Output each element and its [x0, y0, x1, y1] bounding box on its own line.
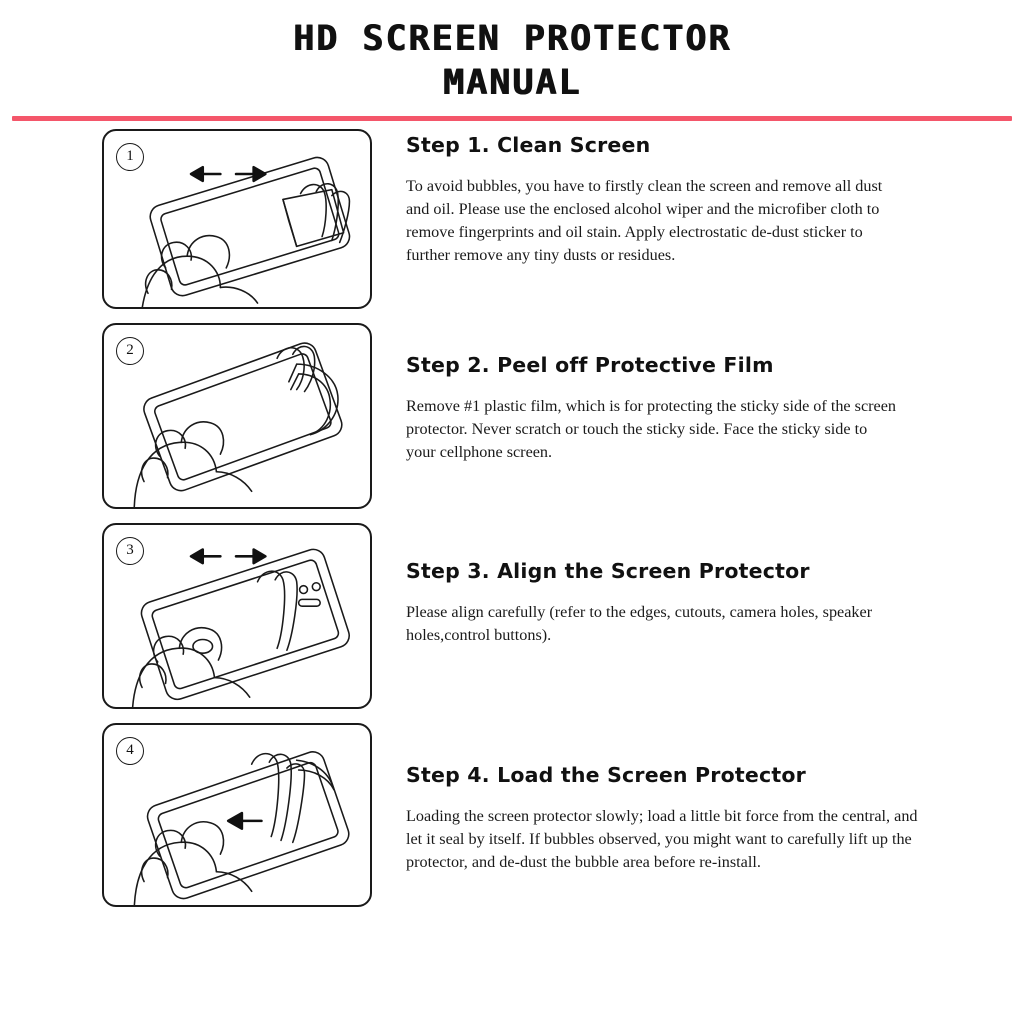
step-3-number-badge: 3	[116, 537, 144, 565]
step-2-illustration	[102, 323, 372, 509]
step-1-illustration	[102, 129, 372, 309]
step-item	[14, 523, 1010, 709]
steps-list	[0, 121, 1024, 907]
step-4-illustration	[102, 723, 372, 907]
step-1-number-badge: 1	[116, 143, 144, 171]
step-3-body: Please align carefully (refer to the edges, cutouts, camera holes, speaker holes,control buttons).	[406, 602, 873, 644]
step-4-body: Loading the screen protector slowly; load a little bit force from the central, and let it seal by itself. If bubbles observed, you might want to carefully lift up the protector, and de-dust the bubble area before re-install.	[406, 806, 918, 871]
step-item	[14, 723, 1010, 907]
step-item	[14, 129, 1010, 309]
step-3-illustration	[102, 523, 372, 709]
step-1-title: Step 1. Clean Screen	[406, 132, 651, 157]
step-2-body: Remove #1 plastic film, which is for protecting the sticky side of the screen protector. Never scratch or touch the sticky side. Face the sticky side to your cellphone screen.	[406, 396, 896, 461]
step-4-number-badge: 4	[116, 737, 144, 765]
step-1-text	[372, 129, 1010, 267]
step-4-text	[372, 723, 1010, 874]
document-header	[0, 0, 1024, 121]
step-3-title: Step 3. Align the Screen Protector	[406, 558, 810, 583]
step-2-title: Step 2. Peel off Protective Film	[406, 352, 774, 377]
step-2-number-badge: 2	[116, 337, 144, 365]
step-3-text	[372, 523, 1010, 647]
step-2-text	[372, 323, 1010, 464]
step-4-title: Step 4. Load the Screen Protector	[406, 762, 806, 787]
step-item	[14, 323, 1010, 509]
step-1-body: To avoid bubbles, you have to firstly clean the screen and remove all dust and oil. Please use the enclosed alcohol wiper and the microfiber cloth to remove fingerprints and oil stain. Apply electrostatic de-dust sticker to further remove any tiny dusts or residues.	[406, 176, 883, 264]
page-title-line-1: HD SCREEN PROTECTOR	[292, 19, 732, 59]
page-title-line-2: MANUAL	[442, 62, 582, 103]
